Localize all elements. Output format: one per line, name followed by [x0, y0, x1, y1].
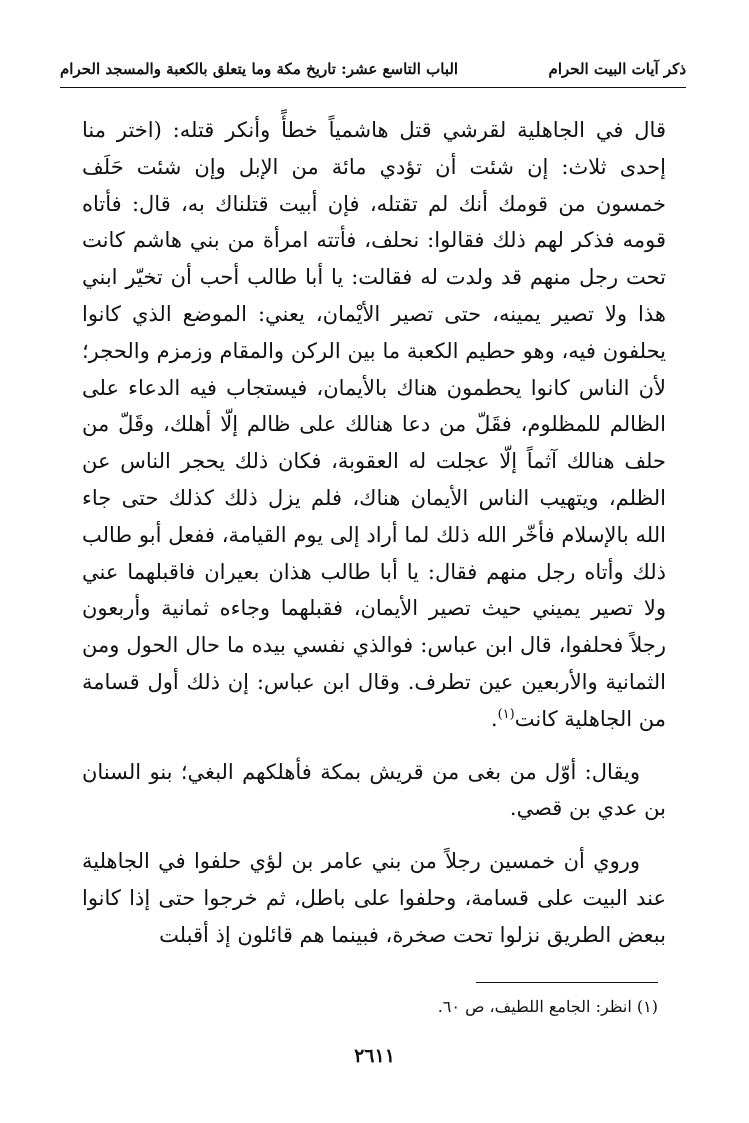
- footnote-divider: [476, 982, 658, 983]
- header-chapter-title: الباب التاسع عشر: تاريخ مكة وما يتعلق بالكعبة والمسجد الحرام: [60, 60, 459, 78]
- paragraph-1: [82, 112, 666, 738]
- running-header: [60, 54, 686, 84]
- footnote: (١) انظر: الجامع اللطيف، ص ٦٠.: [437, 997, 658, 1016]
- paragraph-3: وروي أن خمسين رجلاً من بني عامر بن لؤي حلفوا في الجاهلية عند البيت على قسامة، وحلفوا على باطل، ثم خرجوا حتى إذا كانوا ببعض الطريق نزلوا تحت صخرة، فبينما هم قائلون إذ أقبلت: [82, 849, 666, 947]
- paragraph-1-end: .: [490, 706, 498, 731]
- page-number: ٢٦١١: [354, 1045, 395, 1067]
- footnote-reference: (١): [497, 706, 515, 722]
- main-text: [82, 112, 666, 954]
- header-divider: [60, 87, 686, 88]
- header-book-title: ذكر آيات البيت الحرام: [548, 60, 686, 78]
- paragraph-2: ويقال: أوّل من بغى من قريش بمكة فأهلكهم البغي؛ بنو السنان بن عدي بن قصي.: [82, 759, 666, 821]
- paragraph-1-text: قال في الجاهلية لقرشي قتل هاشمياً خطأً وأنكر قتله: (اختر منا إحدى ثلاث: إن شئت أن تؤدي مائة من الإبل وإن شئت حَلَف خمسون من قومك أنك لم تقتله، فإن أبيت قتلناك به، قال: فأتاه قومه فذكر لهم ذلك فقالوا: نحلف، فأتته امرأة من بني هاشم كانت تحت رجل منهم قد ولدت له فقالت: يا أبا طالب أحب أن تخيّر ابني هذا ولا تصير يمينه، حتى تصير الأيْمان، يعني: الموضع الذي كانوا يحلفون فيه، وهو حطيم الكعبة ما بين الركن والمقام وزمزم والحجر؛ لأن الناس كانوا يحطمون هناك بالأيمان، فيستجاب فيه الدعاء على الظالم للمظلوم، فقَلّ من دعا هنالك على ظالم إلّا أهلك، وقَلّ من حلف هنالك آثماً إلّا عجلت له العقوبة، فكان ذلك يحجر الناس عن الظلم، ويتهيب الناس الأيمان هناك، فلم يزل ذلك كذلك حتى جاء الله بالإسلام فأخّر الله ذلك لما أراد إلى يوم القيامة، ففعل أبو طالب ذلك وأتاه رجل منهم فقال: يا أبا طالب هذان بعيران فاقبلهما عني ولا تصير يميني حيث تصير الأيمان، فقبلهما وجاءه ثمانية وأربعون رجلاً فحلفوا، قال ابن عباس: فوالذي نفسي بيده ما حال الحول ومن الثمانية والأربعين عين تطرف. وقال ابن عباس: إن ذلك أول قسامة من الجاهلية كانت: [82, 118, 666, 731]
